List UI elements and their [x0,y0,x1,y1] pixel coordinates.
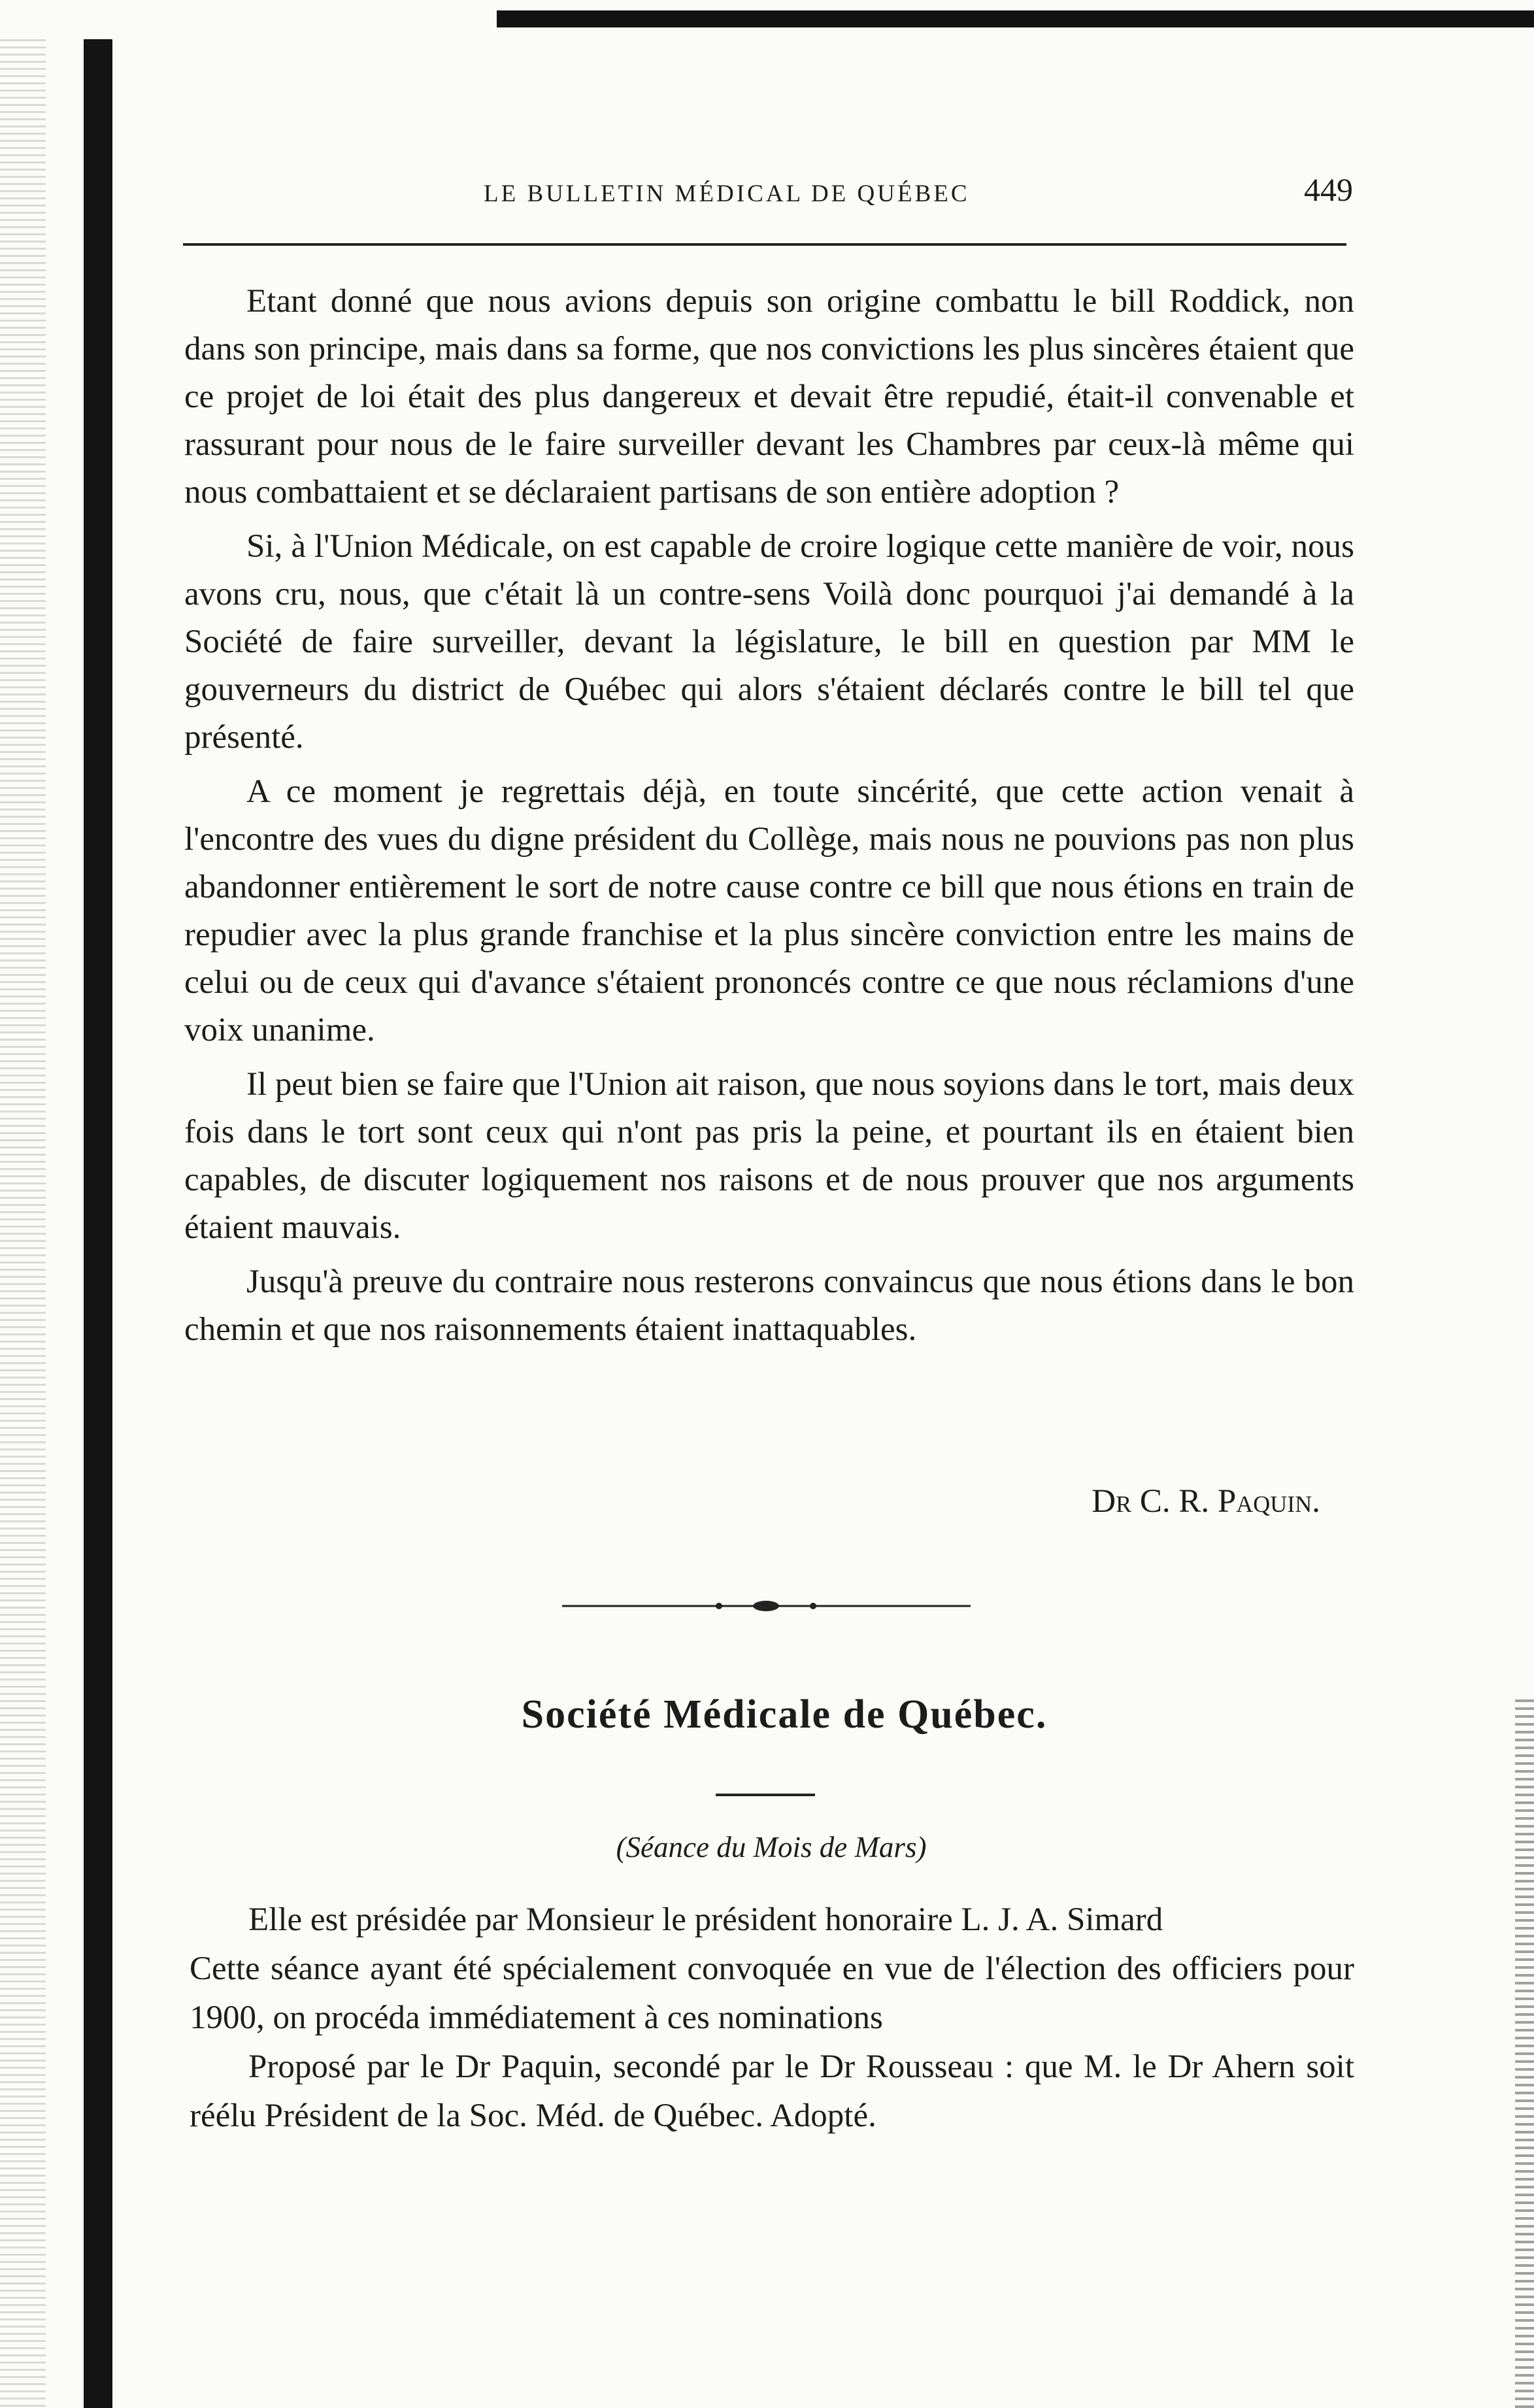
section-title: Société Médicale de Québec. [521,1692,1048,1737]
minutes-line-3: Proposé par le Dr Paquin, secondé par le Dr Rousseau : que M. le Dr Ahern soit réélu Président de la Soc. Méd. de Québec. Adopté. [190,2048,1354,2134]
paragraph-3: A ce moment je regrettais déjà, en toute sincérité, que cette action venait à l'encontre des vues du digne président du Collège, mais nous ne pouvions pas non plus abandonner entièrement le sort de notre cause contre ce bill que nous étions en train de repudier avec la plus grande franchise et la plus sincère conviction entre les mains de celui ou de ceux qui d'avance s'étaient prononcés contre ce que nous réclamions d'une voix unanime. [184,773,1354,1048]
section-rule [716,1794,815,1796]
section-subtitle: (Séance du Mois de Mars) [616,1831,927,1864]
ornament-divider [562,1596,971,1616]
article-body [184,278,1354,1360]
paragraph-5: Jusqu'à preuve du contraire nous resterons convaincus que nous étions dans le bon chemin et que nos raisonnements étaient inattaquables. [184,1263,1354,1348]
minutes-line-2: Cette séance ayant été spécialement convoquée en vue de l'élection des officiers pour 1900, on procéda immédiatement à ces nominations [190,1950,1354,2036]
page-number: 449 [1304,171,1353,208]
right-edge-noise [1515,1699,1534,2408]
binding-shadow [84,39,112,2408]
paragraph-2: Si, à l'Union Médicale, on est capable de croire logique cette manière de voir, nous avons cru, nous, que c'était là un contre-sens Voilà donc pourquoi j'ai demandé à la Société de faire surveiller, devant la législature, le bill en question par MM le gouverneurs du district de Québec qui alors s'étaient déclarés contre le bill tel que présenté. [184,528,1354,756]
paragraph-1: Etant donné que nous avions depuis son origine combattu le bill Roddick, non dans son principe, mais dans sa forme, que nos convictions les plus sincères étaient que ce projet de loi était des plus dangereux et devait être repudié, était-il convenable et rassurant pour nous de le faire surveiller devant les Chambres par ceux-là même qui nous combattaient et se déclaraient partisans de son entière adoption ? [184,283,1354,510]
scan-edge-noise [0,39,46,2408]
minutes-line-1: Elle est présidée par Monsieur le président honoraire L. J. A. Simard [248,1901,1163,1938]
running-title: LE BULLETIN MÉDICAL DE QUÉBEC [484,180,970,207]
meeting-minutes [190,1896,1354,2141]
header-rule [183,243,1346,246]
signature: Dr C. R. Paquin. [1092,1483,1320,1520]
top-scan-rule [497,10,1534,27]
page-header [183,167,1359,212]
paragraph-4: Il peut bien se faire que l'Union ait raison, que nous soyions dans le tort, mais deux fois dans le tort sont ceux qui n'ont pas pris la peine, et pourtant ils en étaient bien capables, de discuter logiquement nos raisons et de nous prouver que nos arguments étaient mauvais. [184,1066,1354,1246]
